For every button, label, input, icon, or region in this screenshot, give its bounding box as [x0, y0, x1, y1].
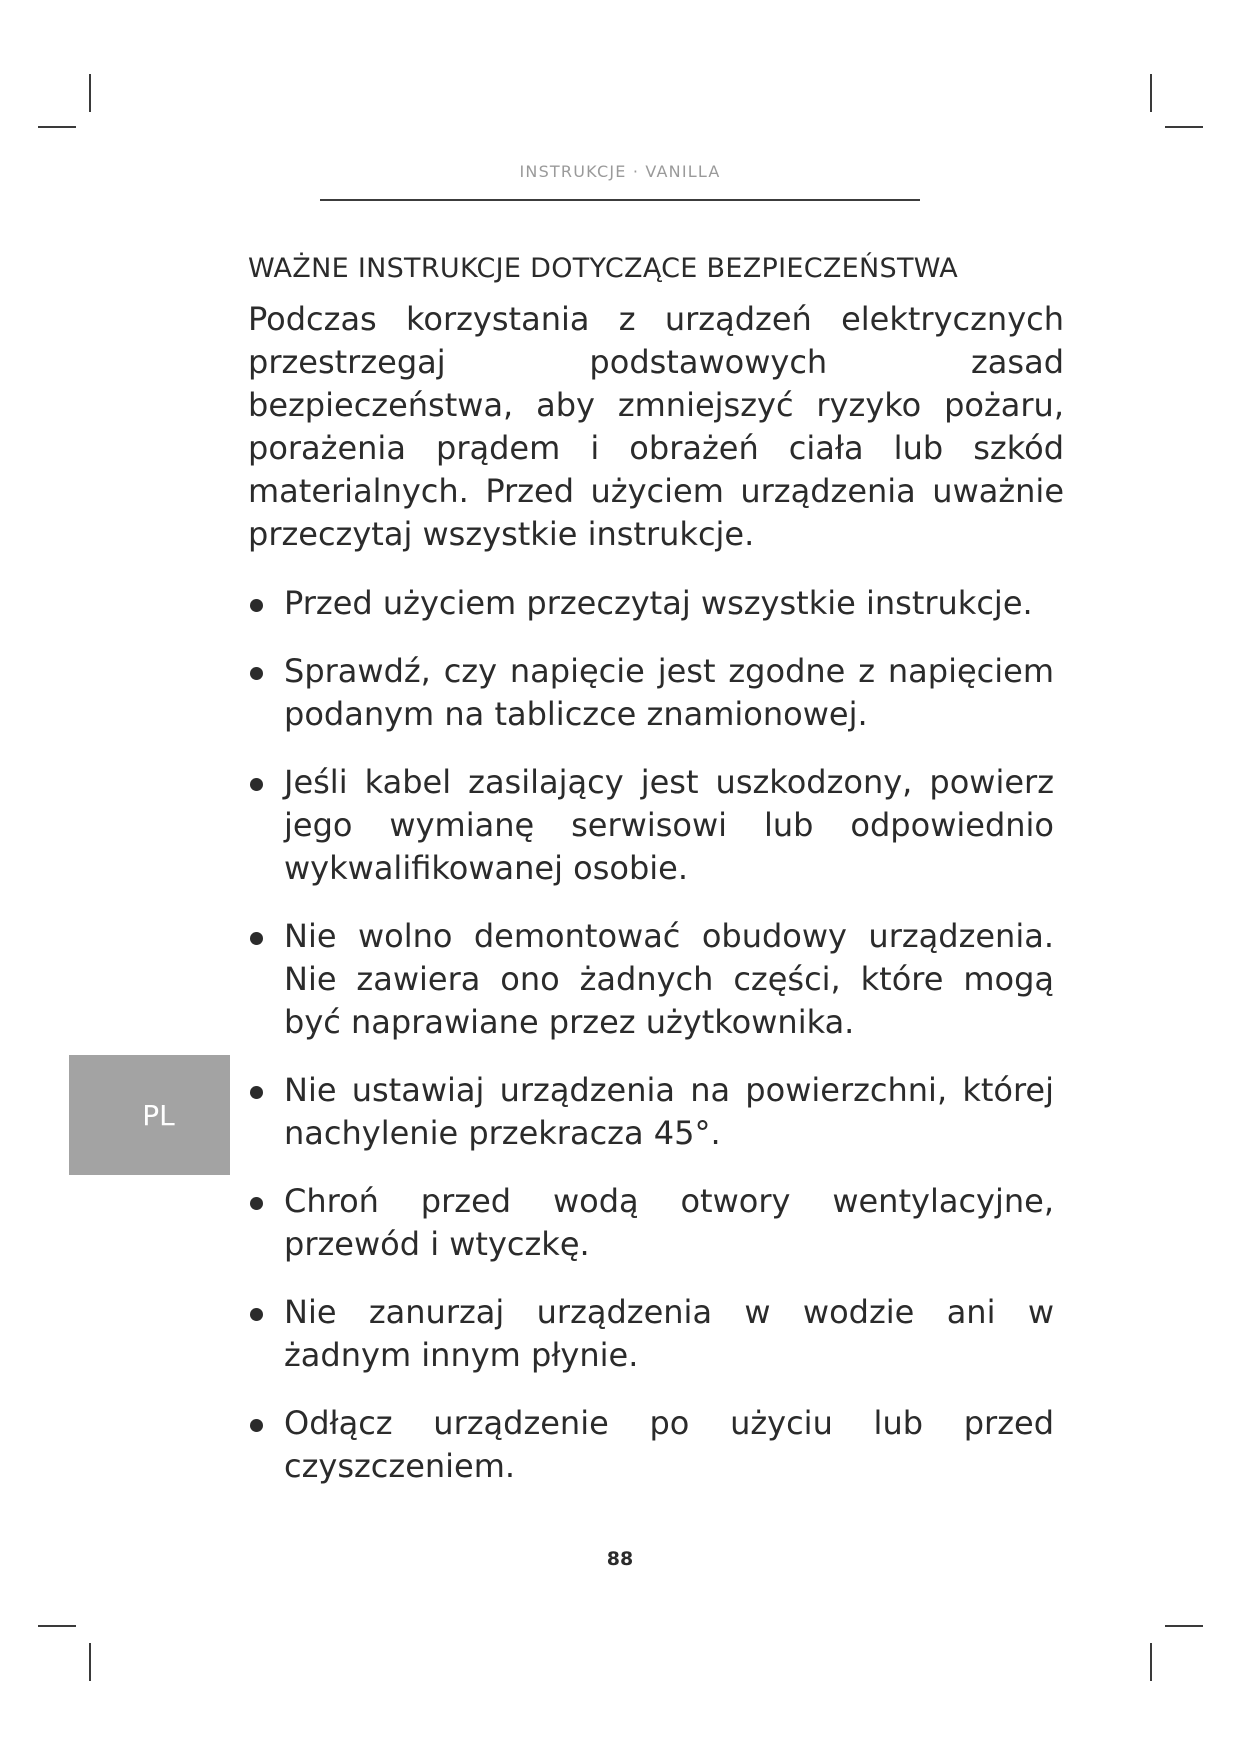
list-item-text: Nie zanurzaj urządzenia w wodzie ani w żadnym innym płynie. [284, 1293, 1054, 1374]
crop-mark-top-right-v [1150, 74, 1152, 112]
language-tab: PL [69, 1055, 230, 1175]
page-content [248, 248, 1064, 1513]
list-item [248, 915, 1064, 1044]
list-item [248, 1402, 1064, 1488]
list-item [248, 582, 1064, 625]
list-item [248, 1291, 1064, 1377]
crop-mark-top-left-v [89, 74, 91, 112]
list-item-text: Przed użyciem przeczytaj wszystkie instrukcje. [284, 584, 1033, 622]
list-item-text: Jeśli kabel zasilający jest uszkodzony, powierz jego wymianę serwisowi lub odpowiednio wykwalifikowanej osobie. [284, 763, 1054, 887]
section-title: WAŻNE INSTRUKCJE DOTYCZĄCE BEZPIECZEŃSTWA [248, 253, 959, 284]
list-item [248, 761, 1064, 890]
safety-list [248, 582, 1064, 1488]
running-header: INSTRUKCJE · VANILLA [519, 162, 721, 181]
bullet-dot-icon [250, 1419, 263, 1432]
bullet-dot-icon [250, 1086, 263, 1099]
header-rule [320, 199, 920, 201]
intro-paragraph: Podczas korzystania z urządzeń elektrycznych przestrzegaj podstawowych zasad bezpieczeństwa, aby zmniejszyć ryzyko pożaru, porażenia prądem i obrażeń ciała lub szkód materialnych. Przed użyciem urządzenia uważnie przeczytaj wszystkie instrukcje. [248, 300, 1064, 553]
list-item [248, 1069, 1064, 1155]
crop-mark-bottom-right-v [1150, 1643, 1152, 1681]
list-item-text: Nie ustawiaj urządzenia na powierzchni, której nachylenie przekracza 45°. [284, 1071, 1054, 1152]
bullet-dot-icon [250, 667, 263, 680]
list-item [248, 1180, 1064, 1266]
crop-mark-bottom-left-h [38, 1625, 76, 1627]
list-item-text: Sprawdź, czy napięcie jest zgodne z napięciem podanym na tabliczce znamionowej. [284, 652, 1054, 733]
bullet-dot-icon [250, 1197, 263, 1210]
crop-mark-top-right-h [1165, 126, 1203, 128]
bullet-dot-icon [250, 778, 263, 791]
crop-mark-bottom-right-h [1165, 1625, 1203, 1627]
list-item-text: Nie wolno demontować obudowy urządzenia. Nie zawiera ono żadnych części, które mogą być naprawiane przez użytkownika. [284, 917, 1054, 1041]
bullet-dot-icon [250, 932, 263, 945]
bullet-dot-icon [250, 599, 263, 612]
crop-mark-bottom-left-v [89, 1643, 91, 1681]
bullet-dot-icon [250, 1308, 263, 1321]
list-item [248, 650, 1064, 736]
list-item-text: Odłącz urządzenie po użyciu lub przed czyszczeniem. [284, 1404, 1054, 1485]
crop-mark-top-left-h [38, 126, 76, 128]
page-number: 88 [606, 1548, 634, 1570]
list-item-text: Chroń przed wodą otwory wentylacyjne, przewód i wtyczkę. [284, 1182, 1054, 1263]
